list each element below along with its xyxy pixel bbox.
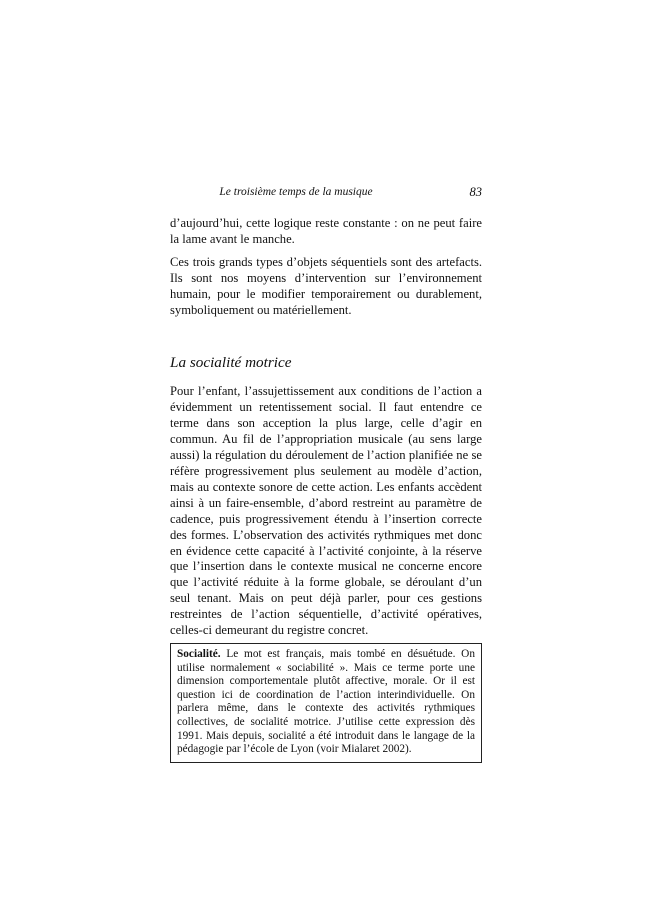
page-body	[170, 216, 482, 763]
paragraph-artefacts: Ces trois grands types d’objets séquentiels sont des artefacts. Ils sont nos moyens d’intervention sur l’environnement humain, pour le modifier temporairement ou durablement, symboliquement ou matériellement.	[170, 254, 482, 317]
definition-box	[170, 643, 482, 763]
running-head	[170, 186, 482, 204]
page-number: 83	[469, 185, 482, 199]
book-page	[170, 186, 482, 763]
running-title: Le troisième temps de la musique	[219, 186, 373, 198]
definition-term: Socialité.	[177, 647, 221, 660]
paragraph-continuation: d’aujourd’hui, cette logique reste constante : on ne peut faire la lame avant le manche.	[170, 216, 482, 246]
section-title: La socialité motrice	[170, 354, 292, 372]
paragraph-socialite: Pour l’enfant, l’assujettissement aux conditions de l’action a évidemment un retentissement social. Il faut entendre ce terme dans son acception la plus large, celle d’agir en commun. Au fil de l’appropriation musicale (au sens large aussi) la régulation du déroulement de l’action planifiée ne se réfère progressivement plus seulement au modèle d’action, mais au contexte sonore de cette action. Les enfants accèdent ainsi à un faire-ensemble, d’abord restreint au paramètre de cadence, puis progressivement étendu à l’insertion correcte des formes. L’observation des activités rythmiques met donc en évidence cette capacité à l’activité conjointe, à la réserve que l’insertion dans le contexte musical ne concerne encore que l’activité réduite à la forme globale, se déroulant d’un seul tenant. Mais on peut déjà parler, pour ces gestions restreintes de l’action séquentielle, d’activité opératives, celles-ci demeurant du registre concret.	[170, 384, 482, 638]
definition-text: Le mot est français, mais tombé en désuétude. On utilise normalement « sociabilité ». Mais ce terme porte une dimension comportementale plutôt affective, morale. Or il est question ici de coordination de l’action interindividuelle. On parlera même, dans le contexte des activités rythmiques collectives, de socialité motrice. J’utilise cette expression dès 1991. Mais depuis, socialité a été introduit dans le langage de la pédagogie par l’école de Lyon (voir Mialaret 2002).	[177, 647, 475, 756]
